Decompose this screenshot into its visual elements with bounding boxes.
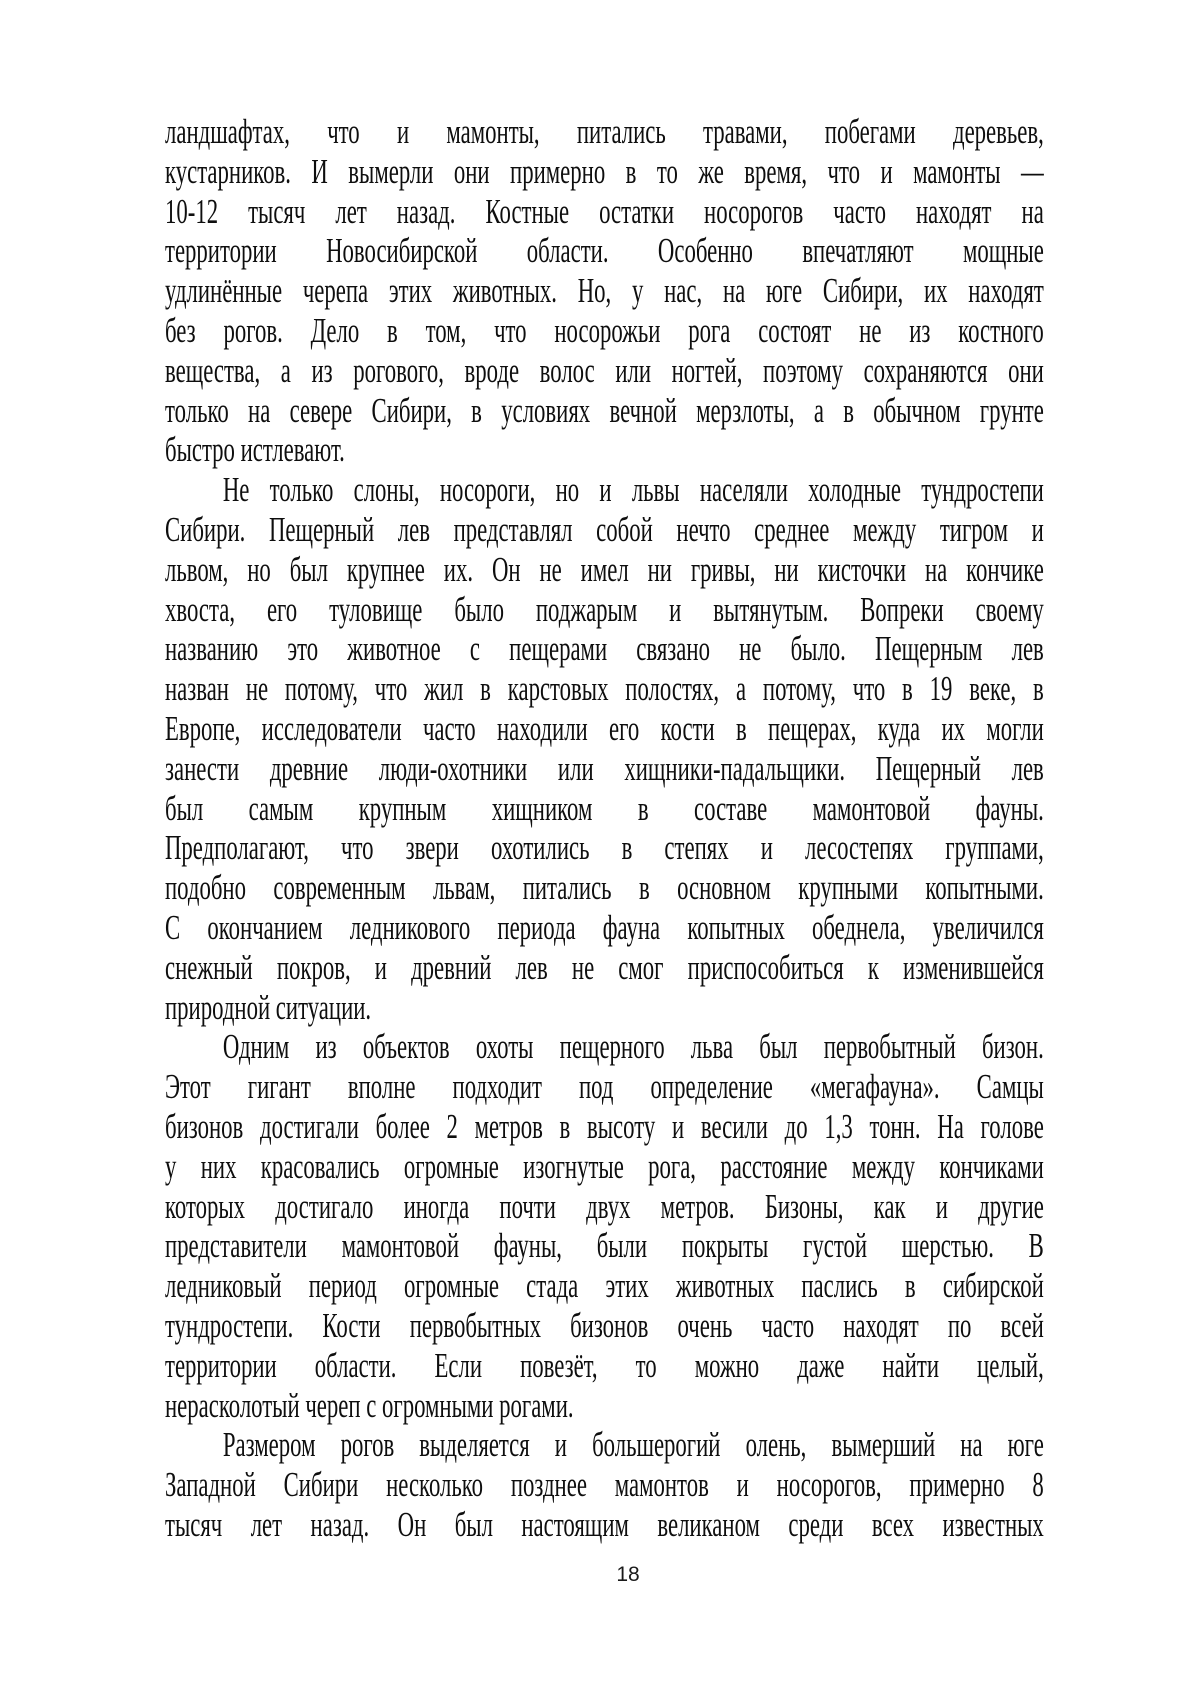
paragraph xyxy=(165,1027,1044,1425)
text-line: 10-12 тысяч лет назад. Костные остатки носорогов часто находят на xyxy=(165,191,1044,231)
text-line: которых достигало иногда почти двух метров. Бизоны, как и другие xyxy=(165,1186,1044,1226)
text-line: вещества, а из рогового, вроде волос или ногтей, поэтому сохраняются они xyxy=(165,350,1044,390)
text-line: хвоста, его туловище было поджарым и вытянутым. Вопреки своему xyxy=(165,589,1044,629)
text-line: Размером рогов выделяется и большерогий олень, вымерший на юге xyxy=(222,1425,1044,1465)
text-line: Предполагают, что звери охотились в степях и лесостепях группами, xyxy=(165,828,1044,868)
text-line: названию это животное с пещерами связано не было. Пещерным лев xyxy=(165,629,1044,669)
text-line: Не только слоны, носороги, но и львы населяли холодные тундростепи xyxy=(222,470,1044,510)
text-line: тысяч лет назад. Он был настоящим великаном среди всех известных xyxy=(165,1504,1044,1544)
text-line: назван не потому, что жил в карстовых полостях, а потому, что в 19 веке, в xyxy=(165,669,1044,709)
paragraph xyxy=(165,112,1044,470)
text-line: тундростепи. Кости первобытных бизонов очень часто находят по всей xyxy=(165,1305,1044,1345)
text-line: нерасколотый череп с огромными рогами. xyxy=(165,1385,574,1425)
text-line: быстро истлевают. xyxy=(165,430,345,470)
text-line: занести древние люди-охотники или хищники-падальщики. Пещерный лев xyxy=(165,748,1044,788)
page-number: 18 xyxy=(616,1563,640,1586)
text-line: природной ситуации. xyxy=(165,987,372,1027)
text-line: ландшафтах, что и мамонты, питались травами, побегами деревьев, xyxy=(165,112,1044,151)
text-line: был самым крупным хищником в составе мамонтовой фауны. xyxy=(165,788,1044,828)
document-text xyxy=(165,112,1044,1545)
text-line: С окончанием ледникового периода фауна копытных обеднела, увеличился xyxy=(165,907,1044,947)
text-line: без рогов. Дело в том, что носорожьи рога состоят не из костного xyxy=(165,310,1044,350)
text-line: Европе, исследователи часто находили его кости в пещерах, куда их могли xyxy=(165,708,1044,748)
text-line: Сибири. Пещерный лев представлял собой нечто среднее между тигром и xyxy=(165,509,1044,549)
text-line: Западной Сибири несколько позднее мамонтов и носорогов, примерно 8 xyxy=(165,1465,1044,1505)
text-line: кустарников. И вымерли они примерно в то же время, что и мамонты — xyxy=(165,151,1044,191)
text-line: у них красовались огромные изогнутые рога, расстояние между кончиками xyxy=(165,1146,1044,1186)
text-line: бизонов достигали более 2 метров в высоту и весили до 1,3 тонн. На голове xyxy=(165,1106,1044,1146)
text-line: Этот гигант вполне подходит под определение «мегафауна». Самцы xyxy=(165,1067,1044,1107)
text-line: только на севере Сибири, в условиях вечной мерзлоты, а в обычном грунте xyxy=(165,390,1044,430)
text-line: подобно современным львам, питались в основном крупными копытными. xyxy=(165,868,1044,908)
text-line: снежный покров, и древний лев не смог приспособиться к изменившейся xyxy=(165,947,1044,987)
paragraph xyxy=(165,1425,1044,1544)
text-line: львом, но был крупнее их. Он не имел ни гривы, ни кисточки на кончике xyxy=(165,549,1044,589)
text-line: Одним из объектов охоты пещерного льва был первобытный бизон. xyxy=(222,1027,1044,1067)
text-line: представители мамонтовой фауны, были покрыты густой шерстью. В xyxy=(165,1226,1044,1266)
text-line: удлинённые черепа этих животных. Но, у нас, на юге Сибири, их находят xyxy=(165,271,1044,311)
paragraph xyxy=(165,470,1044,1027)
text-line: ледниковый период огромные стада этих животных паслись в сибирской xyxy=(165,1266,1044,1306)
text-line: территории области. Если повезёт, то можно даже найти целый, xyxy=(165,1345,1044,1385)
text-line: территории Новосибирской области. Особенно впечатляют мощные xyxy=(165,231,1044,271)
